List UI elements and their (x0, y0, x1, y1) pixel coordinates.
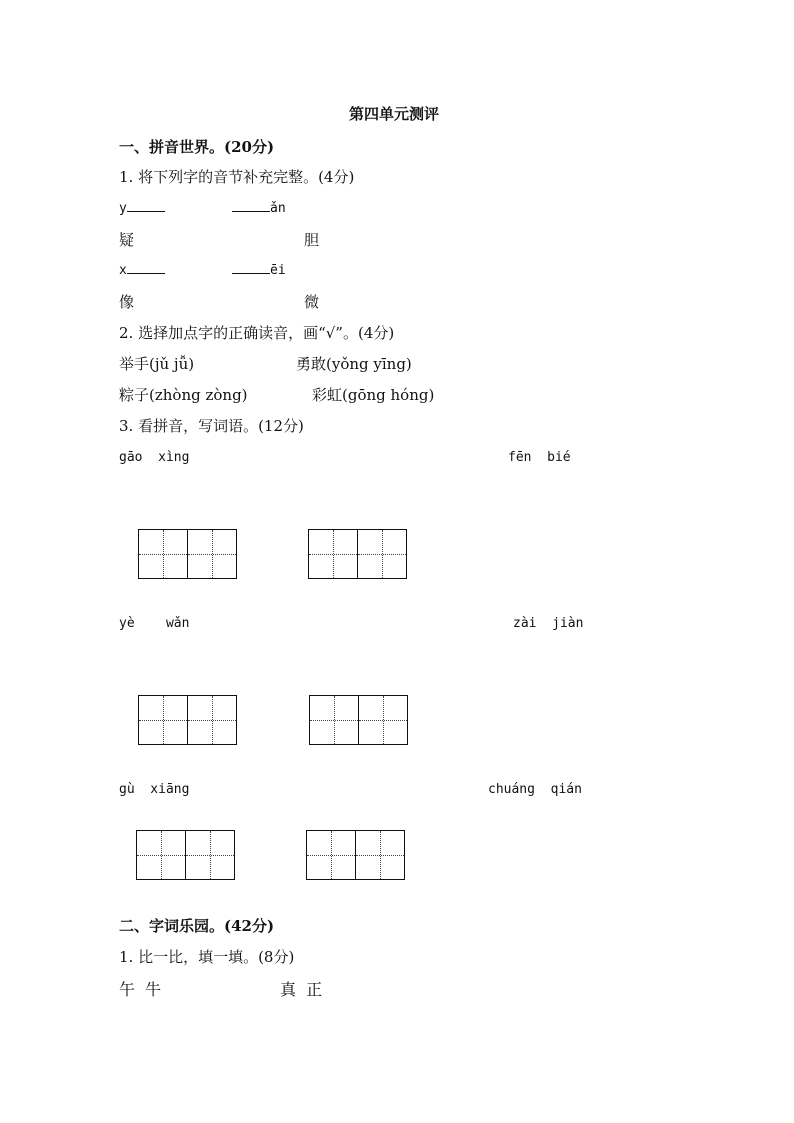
writing-grid-3[interactable] (138, 695, 237, 745)
char-1: 疑 (119, 231, 135, 249)
syllable-prefix: x (119, 263, 127, 278)
pinyin-word-3: yè wǎn (119, 616, 190, 631)
answer-blank[interactable] (232, 199, 270, 212)
q2-label: 2. 选择加点字的正确读音，画“√”。(4分) (119, 324, 395, 342)
pinyin-word-6: chuáng qián (488, 782, 582, 797)
writing-grid-1[interactable] (138, 529, 237, 579)
answer-blank[interactable] (127, 199, 165, 212)
section2-heading: 二、字词乐园。(42分) (119, 917, 275, 935)
grid-cell[interactable] (185, 830, 235, 880)
answer-blank[interactable] (127, 261, 165, 274)
char-2: 胆 (304, 231, 320, 249)
grid-cell[interactable] (187, 529, 237, 579)
compare-pair-1: 午 牛 (119, 980, 162, 999)
pinyin-word-5: gù xiāng (119, 782, 190, 797)
grid-cell[interactable] (136, 830, 186, 880)
grid-cell[interactable] (355, 830, 405, 880)
syllable-item-1 (119, 199, 165, 216)
grid-cell[interactable] (138, 529, 188, 579)
reading-choice-4[interactable]: 彩虹(gōng hóng) (312, 386, 435, 404)
q1-label: 1. 将下列字的音节补充完整。(4分) (119, 168, 355, 186)
grid-cell[interactable] (306, 830, 356, 880)
page-title: 第四单元测评 (349, 105, 440, 123)
grid-cell[interactable] (138, 695, 188, 745)
syllable-item-4 (232, 261, 286, 278)
grid-cell[interactable] (187, 695, 237, 745)
writing-grid-5[interactable] (136, 830, 235, 880)
reading-choice-2[interactable]: 勇敢(yǒng yīng) (296, 355, 412, 373)
section1-heading: 一、拼音世界。(20分) (119, 138, 275, 156)
reading-choice-3[interactable]: 粽子(zhòng zòng) (119, 386, 248, 404)
syllable-item-2 (232, 199, 286, 216)
grid-cell[interactable] (308, 529, 358, 579)
char-4: 微 (304, 293, 320, 311)
compare-pair-2: 真 正 (280, 980, 323, 999)
reading-choice-1[interactable]: 举手(jǔ jǚ) (119, 355, 195, 373)
syllable-suffix: ēi (270, 263, 286, 278)
grid-cell[interactable] (357, 529, 407, 579)
syllable-item-3 (119, 261, 165, 278)
grid-cell[interactable] (358, 695, 408, 745)
q3-label: 3. 看拼音，写词语。(12分) (119, 417, 304, 435)
char-3: 像 (119, 293, 135, 311)
writing-grid-6[interactable] (306, 830, 405, 880)
syllable-prefix: y (119, 201, 127, 216)
writing-grid-2[interactable] (308, 529, 407, 579)
grid-cell[interactable] (309, 695, 359, 745)
pinyin-word-2: fēn bié (508, 450, 571, 465)
writing-grid-4[interactable] (309, 695, 408, 745)
syllable-suffix: ǎn (270, 201, 286, 216)
pinyin-word-4: zài jiàn (513, 616, 584, 631)
pinyin-word-1: gāo xìng (119, 450, 190, 465)
answer-blank[interactable] (232, 261, 270, 274)
section2-q1-label: 1. 比一比，填一填。(8分) (119, 948, 295, 966)
